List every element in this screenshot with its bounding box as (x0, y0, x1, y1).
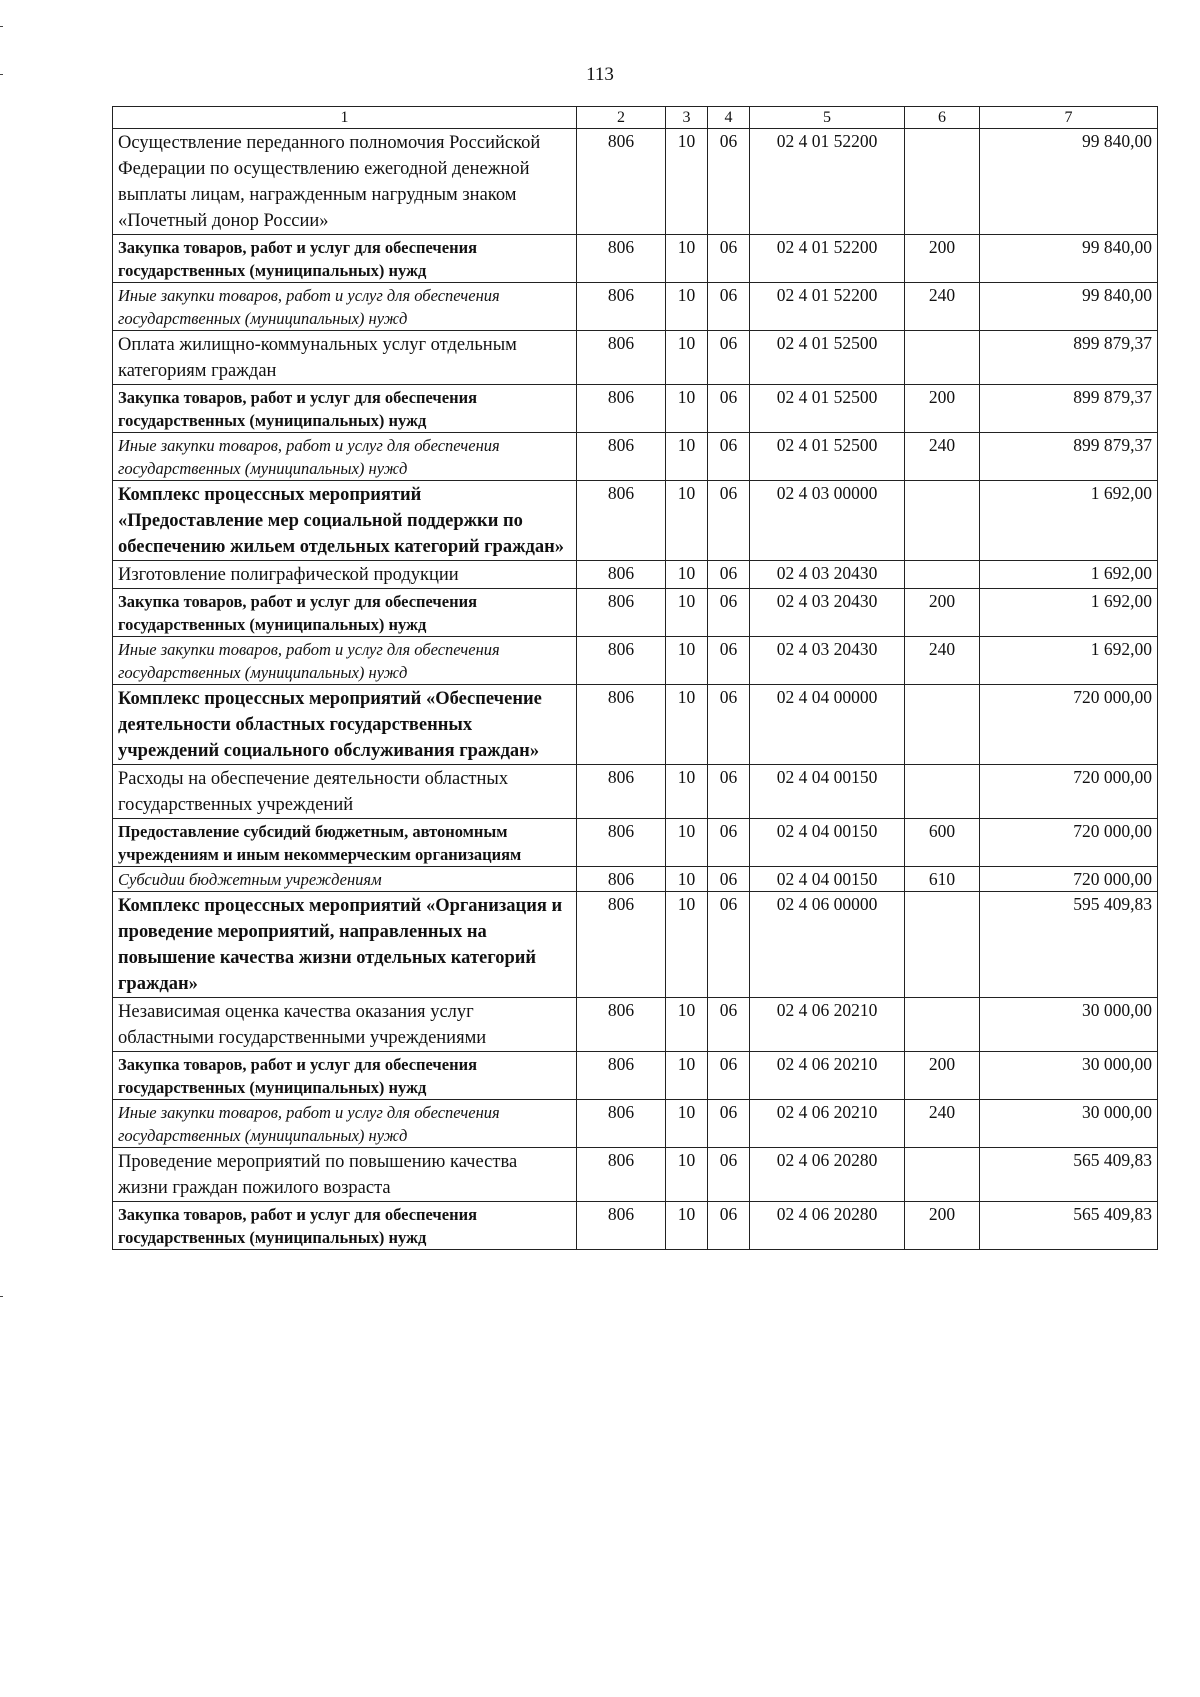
cell-section: 10 (666, 1100, 708, 1148)
table-row (113, 589, 1158, 637)
table-row (113, 481, 1158, 561)
table-row (113, 1148, 1158, 1202)
cell-subsection: 06 (708, 235, 750, 283)
cell-admin-code: 806 (577, 1100, 666, 1148)
cell-subsection: 06 (708, 433, 750, 481)
cell-target-article: 02 4 01 52200 (750, 235, 905, 283)
cell-target-article: 02 4 04 00150 (750, 867, 905, 892)
cell-target-article: 02 4 06 20210 (750, 1100, 905, 1148)
cell-section: 10 (666, 589, 708, 637)
cell-section: 10 (666, 331, 708, 385)
cell-expense-type: 240 (905, 433, 980, 481)
cell-amount: 595 409,83 (980, 892, 1158, 998)
cell-amount: 720 000,00 (980, 819, 1158, 867)
cell-amount: 30 000,00 (980, 1100, 1158, 1148)
cell-target-article: 02 4 04 00150 (750, 765, 905, 819)
table-row (113, 1052, 1158, 1100)
table-row (113, 433, 1158, 481)
cell-item-name: Независимая оценка качества оказания услуг областными государственными учреждениями (113, 998, 577, 1052)
table-header-row (113, 107, 1158, 129)
cell-expense-type: 200 (905, 1052, 980, 1100)
cell-admin-code: 806 (577, 385, 666, 433)
cell-expense-type (905, 561, 980, 589)
cell-section: 10 (666, 481, 708, 561)
cell-section: 10 (666, 685, 708, 765)
cell-admin-code: 806 (577, 1052, 666, 1100)
cell-subsection: 06 (708, 998, 750, 1052)
cell-expense-type (905, 998, 980, 1052)
cell-item-name: Закупка товаров, работ и услуг для обеспечения государственных (муниципальных) нужд (113, 589, 577, 637)
cell-subsection: 06 (708, 1100, 750, 1148)
cell-subsection: 06 (708, 589, 750, 637)
header-col-5: 5 (750, 107, 905, 129)
table-row (113, 331, 1158, 385)
cell-expense-type: 240 (905, 1100, 980, 1148)
cell-subsection: 06 (708, 685, 750, 765)
cell-expense-type (905, 685, 980, 765)
cell-expense-type: 610 (905, 867, 980, 892)
cell-item-name: Закупка товаров, работ и услуг для обеспечения государственных (муниципальных) нужд (113, 385, 577, 433)
cell-amount: 899 879,37 (980, 433, 1158, 481)
cell-admin-code: 806 (577, 235, 666, 283)
cell-section: 10 (666, 1202, 708, 1250)
cell-amount: 1 692,00 (980, 637, 1158, 685)
cell-admin-code: 806 (577, 819, 666, 867)
cell-subsection: 06 (708, 637, 750, 685)
cell-amount: 565 409,83 (980, 1148, 1158, 1202)
cell-section: 10 (666, 433, 708, 481)
table-row (113, 129, 1158, 235)
cell-expense-type (905, 481, 980, 561)
table-row (113, 561, 1158, 589)
cell-item-name: Субсидии бюджетным учреждениям (113, 867, 577, 892)
table-row (113, 998, 1158, 1052)
cell-item-name: Комплекс процессных мероприятий «Предоставление мер социальной поддержки по обеспечению жильем отдельных категорий граждан» (113, 481, 577, 561)
cell-expense-type (905, 331, 980, 385)
header-col-4: 4 (708, 107, 750, 129)
cell-target-article: 02 4 01 52500 (750, 385, 905, 433)
margin-mark (0, 1296, 3, 1297)
cell-subsection: 06 (708, 129, 750, 235)
cell-section: 10 (666, 235, 708, 283)
cell-target-article: 02 4 01 52500 (750, 331, 905, 385)
cell-amount: 720 000,00 (980, 867, 1158, 892)
cell-section: 10 (666, 283, 708, 331)
cell-target-article: 02 4 04 00150 (750, 819, 905, 867)
cell-amount: 899 879,37 (980, 385, 1158, 433)
cell-section: 10 (666, 998, 708, 1052)
cell-subsection: 06 (708, 765, 750, 819)
cell-section: 10 (666, 892, 708, 998)
page-number: 113 (586, 64, 614, 85)
cell-expense-type: 200 (905, 1202, 980, 1250)
cell-admin-code: 806 (577, 685, 666, 765)
cell-admin-code: 806 (577, 481, 666, 561)
cell-item-name: Оплата жилищно-коммунальных услуг отдельным категориям граждан (113, 331, 577, 385)
cell-target-article: 02 4 04 00000 (750, 685, 905, 765)
cell-item-name: Расходы на обеспечение деятельности областных государственных учреждений (113, 765, 577, 819)
cell-subsection: 06 (708, 283, 750, 331)
cell-section: 10 (666, 637, 708, 685)
table-row (113, 637, 1158, 685)
cell-subsection: 06 (708, 1052, 750, 1100)
table-body (113, 129, 1158, 1250)
table-row (113, 685, 1158, 765)
cell-target-article: 02 4 06 20210 (750, 998, 905, 1052)
table-row (113, 867, 1158, 892)
cell-amount: 99 840,00 (980, 129, 1158, 235)
cell-expense-type: 240 (905, 283, 980, 331)
header-col-2: 2 (577, 107, 666, 129)
cell-target-article: 02 4 01 52200 (750, 129, 905, 235)
cell-item-name: Иные закупки товаров, работ и услуг для обеспечения государственных (муниципальных) нужд (113, 637, 577, 685)
cell-admin-code: 806 (577, 283, 666, 331)
cell-amount: 99 840,00 (980, 283, 1158, 331)
cell-target-article: 02 4 06 00000 (750, 892, 905, 998)
cell-item-name: Осуществление переданного полномочия Российской Федерации по осуществлению ежегодной денежной выплаты лицам, награжденным нагрудным знаком «Почетный донор России» (113, 129, 577, 235)
table-row (113, 385, 1158, 433)
cell-subsection: 06 (708, 892, 750, 998)
cell-admin-code: 806 (577, 433, 666, 481)
cell-subsection: 06 (708, 867, 750, 892)
cell-amount: 1 692,00 (980, 561, 1158, 589)
cell-item-name: Иные закупки товаров, работ и услуг для обеспечения государственных (муниципальных) нужд (113, 1100, 577, 1148)
table-row (113, 892, 1158, 998)
cell-target-article: 02 4 03 20430 (750, 637, 905, 685)
cell-admin-code: 806 (577, 1202, 666, 1250)
cell-section: 10 (666, 1052, 708, 1100)
cell-amount: 720 000,00 (980, 765, 1158, 819)
cell-target-article: 02 4 03 20430 (750, 589, 905, 637)
cell-subsection: 06 (708, 1202, 750, 1250)
cell-section: 10 (666, 129, 708, 235)
cell-expense-type (905, 892, 980, 998)
cell-item-name: Закупка товаров, работ и услуг для обеспечения государственных (муниципальных) нужд (113, 1052, 577, 1100)
cell-amount: 899 879,37 (980, 331, 1158, 385)
header-col-3: 3 (666, 107, 708, 129)
cell-section: 10 (666, 561, 708, 589)
cell-section: 10 (666, 819, 708, 867)
table-row (113, 235, 1158, 283)
margin-mark (0, 74, 3, 75)
cell-expense-type (905, 129, 980, 235)
cell-admin-code: 806 (577, 331, 666, 385)
budget-table (112, 106, 1158, 1250)
cell-amount: 565 409,83 (980, 1202, 1158, 1250)
table-row (113, 283, 1158, 331)
cell-amount: 30 000,00 (980, 1052, 1158, 1100)
header-col-1: 1 (113, 107, 577, 129)
cell-section: 10 (666, 867, 708, 892)
cell-subsection: 06 (708, 481, 750, 561)
table-row (113, 765, 1158, 819)
cell-admin-code: 806 (577, 561, 666, 589)
margin-mark (0, 26, 3, 27)
cell-amount: 1 692,00 (980, 481, 1158, 561)
cell-item-name: Изготовление полиграфической продукции (113, 561, 577, 589)
cell-admin-code: 806 (577, 1148, 666, 1202)
cell-amount: 30 000,00 (980, 998, 1158, 1052)
cell-target-article: 02 4 01 52200 (750, 283, 905, 331)
cell-expense-type: 200 (905, 589, 980, 637)
cell-expense-type: 200 (905, 235, 980, 283)
cell-admin-code: 806 (577, 765, 666, 819)
cell-target-article: 02 4 06 20280 (750, 1148, 905, 1202)
cell-subsection: 06 (708, 385, 750, 433)
cell-subsection: 06 (708, 331, 750, 385)
cell-subsection: 06 (708, 561, 750, 589)
cell-section: 10 (666, 385, 708, 433)
cell-amount: 720 000,00 (980, 685, 1158, 765)
cell-item-name: Закупка товаров, работ и услуг для обеспечения государственных (муниципальных) нужд (113, 235, 577, 283)
cell-admin-code: 806 (577, 892, 666, 998)
cell-admin-code: 806 (577, 998, 666, 1052)
cell-target-article: 02 4 01 52500 (750, 433, 905, 481)
cell-item-name: Закупка товаров, работ и услуг для обеспечения государственных (муниципальных) нужд (113, 1202, 577, 1250)
cell-section: 10 (666, 1148, 708, 1202)
cell-admin-code: 806 (577, 129, 666, 235)
cell-item-name: Комплекс процессных мероприятий «Обеспечение деятельности областных государственных учреждений социального обслуживания граждан» (113, 685, 577, 765)
cell-item-name: Комплекс процессных мероприятий «Организация и проведение мероприятий, направленных на повышение качества жизни отдельных категорий граждан» (113, 892, 577, 998)
cell-target-article: 02 4 03 00000 (750, 481, 905, 561)
cell-section: 10 (666, 765, 708, 819)
cell-admin-code: 806 (577, 589, 666, 637)
cell-target-article: 02 4 06 20280 (750, 1202, 905, 1250)
cell-target-article: 02 4 03 20430 (750, 561, 905, 589)
cell-expense-type: 600 (905, 819, 980, 867)
cell-expense-type: 200 (905, 385, 980, 433)
cell-expense-type (905, 1148, 980, 1202)
cell-item-name: Предоставление субсидий бюджетным, автономным учреждениям и иным некоммерческим организациям (113, 819, 577, 867)
table-row (113, 819, 1158, 867)
cell-admin-code: 806 (577, 867, 666, 892)
cell-item-name: Иные закупки товаров, работ и услуг для обеспечения государственных (муниципальных) нужд (113, 283, 577, 331)
cell-item-name: Проведение мероприятий по повышению качества жизни граждан пожилого возраста (113, 1148, 577, 1202)
header-col-7: 7 (980, 107, 1158, 129)
cell-subsection: 06 (708, 819, 750, 867)
cell-subsection: 06 (708, 1148, 750, 1202)
cell-expense-type (905, 765, 980, 819)
cell-item-name: Иные закупки товаров, работ и услуг для обеспечения государственных (муниципальных) нужд (113, 433, 577, 481)
cell-target-article: 02 4 06 20210 (750, 1052, 905, 1100)
cell-amount: 99 840,00 (980, 235, 1158, 283)
cell-expense-type: 240 (905, 637, 980, 685)
cell-amount: 1 692,00 (980, 589, 1158, 637)
table-row (113, 1100, 1158, 1148)
cell-admin-code: 806 (577, 637, 666, 685)
table-row (113, 1202, 1158, 1250)
header-col-6: 6 (905, 107, 980, 129)
